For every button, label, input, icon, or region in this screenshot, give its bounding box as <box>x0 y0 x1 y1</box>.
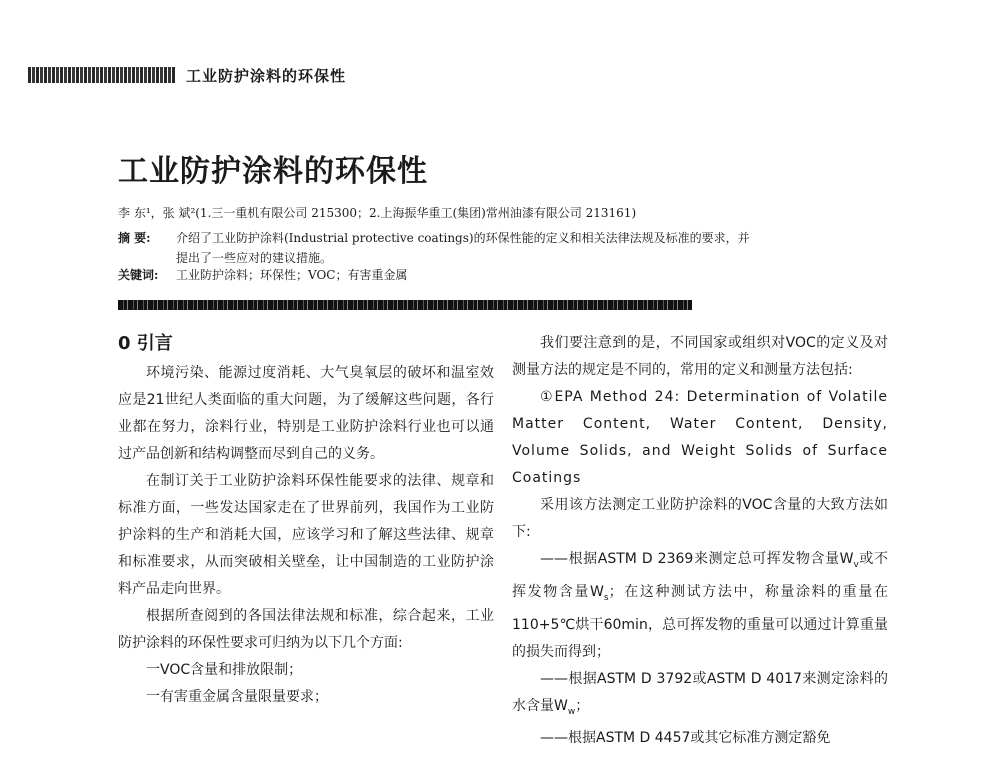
running-header <box>28 64 346 86</box>
paragraph-text: ； <box>575 697 590 714</box>
paragraph <box>512 666 888 726</box>
paragraph: 我们要注意到的是，不同国家或组织对VOC的定义及对测量方法的规定是不同的，常用的定义和测量方法包括: <box>512 335 888 378</box>
left-column <box>118 330 494 711</box>
running-header-title: 工业防护涂料的环保性 <box>186 66 347 85</box>
article-title: 工业防护涂料的环保性 <box>118 154 428 189</box>
subscript: w <box>567 706 576 717</box>
section-heading-introduction: 0 引言 <box>118 333 173 354</box>
keywords <box>118 266 407 283</box>
paragraph-text: ——根据ASTM D 3792或ASTM D 4017来测定涂料的水含量W <box>512 670 888 714</box>
paragraph-text: ——根据ASTM D 2369来测定总可挥发物含量W <box>540 551 854 567</box>
keywords-label: 关键词: <box>118 268 159 282</box>
paragraph: ——根据ASTM D 4457或其它标准方测定豁免 <box>540 730 831 747</box>
paragraph: 在制订关于工业防护涂料环保性能要求的法律、规章和标准方面，一些发达国家走在了世界前列，我国作为工业防护涂料的生产和消耗大国，应该学习和了解这些法律、规章和标准要求，从而突破相关壁垒，让中国制造的工业防护涂料产品走向世界。 <box>118 473 494 597</box>
right-column <box>512 330 888 752</box>
abstract-label: 摘 要: <box>118 231 151 245</box>
abstract-text-line2: 提出了一些应对的建议措施。 <box>176 251 333 265</box>
section-divider <box>118 300 692 310</box>
paragraph-text: 或不挥发物含量W <box>512 551 889 600</box>
subscript: s <box>603 592 609 603</box>
paragraph: 采用该方法测定工业防护涂料的VOC含量的大致方法如下: <box>512 497 888 540</box>
journal-logo <box>28 67 176 83</box>
list-item: 一有害重金属含量限量要求； <box>146 689 328 705</box>
paragraph-text: ；在这种测试方法中，称量涂料的重量在110+5℃烘干60min，总可挥发物的重量可以通过计算重量的损失而得到； <box>512 583 889 660</box>
abstract <box>118 228 808 268</box>
keywords-text: 工业防护涂料；环保性；VOC；有害重金属 <box>176 268 408 282</box>
subscript: v <box>853 559 859 570</box>
paragraph-epa-method: ①EPA Method 24: Determination of Volatile Matter Content, Water Content, Density, Volume Solids, and Weight Solids of Surface Coatings <box>512 389 888 486</box>
authors-affiliations: 李 东¹，张 斌²(1.三一重机有限公司 215300；2.上海振华重工(集团)常州油漆有限公司 213161) <box>118 206 637 220</box>
paragraph: 根据所查阅到的各国法律法规和标准，综合起来，工业防护涂料的环保性要求可归纳为以下几个方面: <box>118 608 494 651</box>
paragraph: 环境污染、能源过度消耗、大气臭氧层的破坏和温室效应是21世纪人类面临的重大问题，为了缓解这些问题，各行业都在努力，涂料行业，特别是工业防护涂料行业也可以通过产品创新和结构调整而尽到自己的义务。 <box>118 365 494 462</box>
list-item: 一VOC含量和排放限制； <box>146 662 303 678</box>
paragraph <box>512 546 888 666</box>
abstract-text-line1: 介绍了工业防护涂料(Industrial protective coatings)的环保性能的定义和相关法律法规及标准的要求，并 <box>176 231 750 245</box>
